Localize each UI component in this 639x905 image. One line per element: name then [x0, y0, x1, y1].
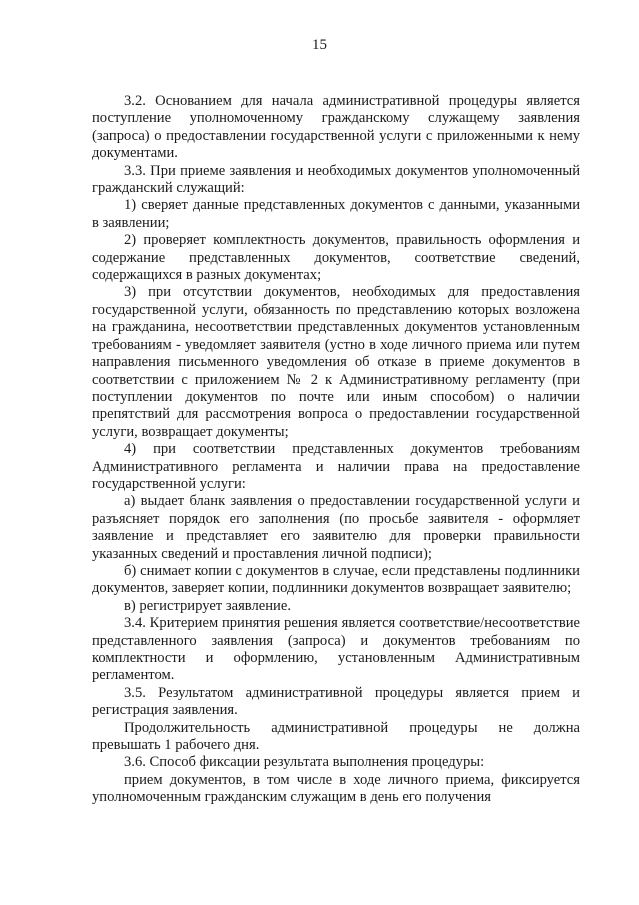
list-item-3: 3) при отсутствии документов, необходимых для предоставления государственной услуги, обязанность по представлению которых возложена на гражданина, несоответствии представленных документов установленным требованиям - уведомляет заявителя (устно в ходе личного приема или путем направления письменного уведомления об отказе в приеме документов в соответствии с приложением № 2 к Административному регламенту (при поступлении документов по почте или иным способом) о наличии препятствий для рассмотрения вопроса о предоставлении государственной услуги, возвращает документы; — [92, 284, 580, 440]
paragraph-fixation: прием документов, в том числе в ходе личного приема, фиксируется уполномоченным гражданским служащим в день его получения — [92, 771, 580, 806]
paragraph-3-6: 3.6. Способ фиксации результата выполнения процедуры: — [124, 754, 485, 771]
paragraph-duration: Продолжительность административной процедуры не должна превышать 1 рабочего дня. — [92, 719, 580, 754]
list-item-4: 4) при соответствии представленных документов требованиям Административного регламента и наличии права на предоставление государственной услуги: — [92, 441, 580, 492]
page-number: 15 — [312, 37, 327, 53]
sub-item-v: в) регистрирует заявление. — [124, 597, 291, 614]
paragraph-3-3: 3.3. При приеме заявления и необходимых документов уполномоченный гражданский служащий: — [92, 162, 580, 197]
sub-item-a: а) выдает бланк заявления о предоставлении государственной услуги и разъясняет порядок его заполнения (по просьбе заявителя - оформляет заявление и представляет его заявителю для проверки правильности указанных сведений и проставления личной подписи); — [92, 493, 580, 562]
document-body — [92, 93, 580, 807]
sub-item-b: б) снимает копии с документов в случае, если представлены подлинники документов, заверяет копии, подлинники документов возвращает заявителю; — [92, 562, 580, 597]
list-item-2: 2) проверяет комплектность документов, правильность оформления и содержание представленных документов, соответствие сведений, содержащихся в разных документах; — [92, 232, 580, 284]
paragraph-3-4: 3.4. Критерием принятия решения является соответствие/несоответствие представленного заявления (запроса) и документов требованиям по комплектности и оформлению, установленным Административным регламентом. — [92, 615, 580, 684]
paragraph-3-2: 3.2. Основанием для начала административной процедуры является поступление уполномоченному гражданскому служащему заявления (запроса) о предоставлении государственной услуги с приложенными к нему документами. — [92, 93, 580, 162]
list-item-1: 1) сверяет данные представленных документов с данными, указанными в заявлении; — [92, 197, 580, 231]
paragraph-3-5: 3.5. Результатом административной процедуры является прием и регистрация заявления. — [92, 684, 580, 719]
